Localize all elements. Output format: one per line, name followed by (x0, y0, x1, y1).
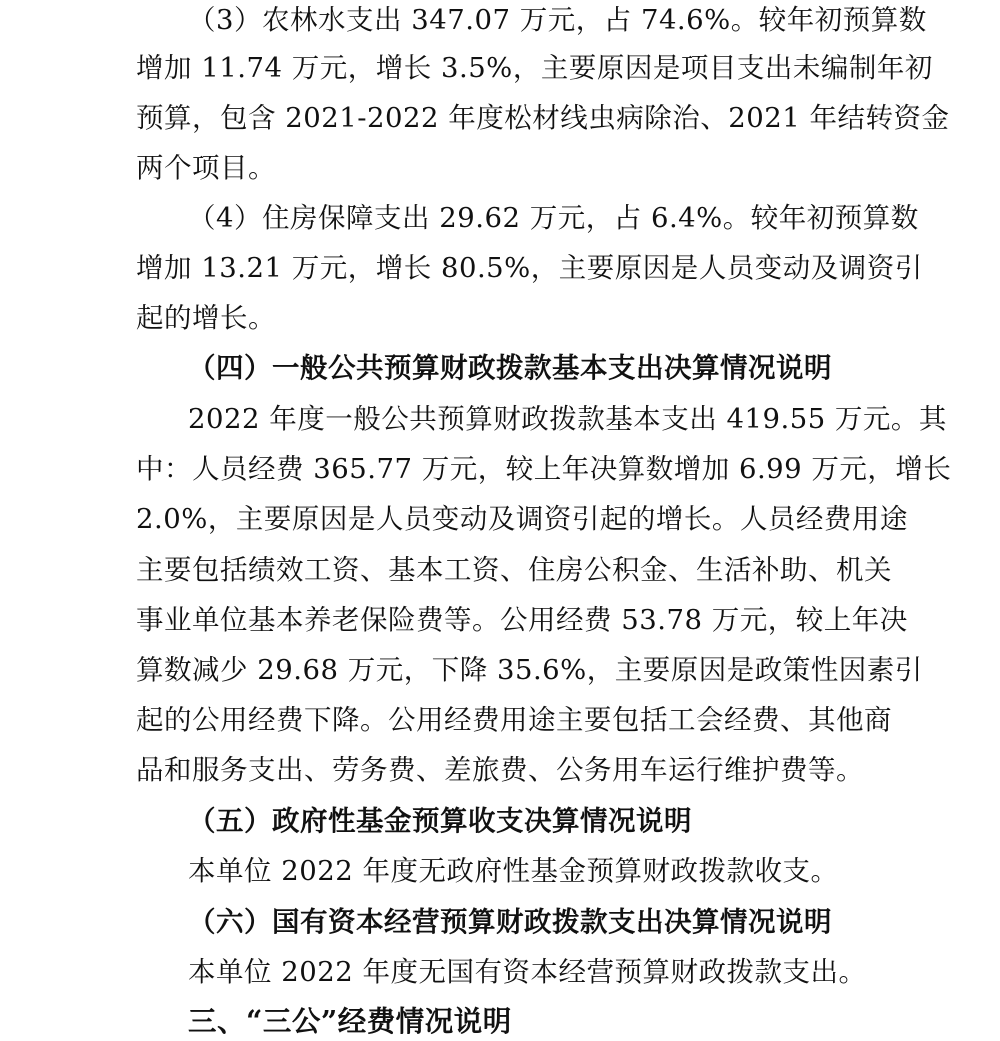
text-line-11: 2.0%，主要原因是人员变动及调资引起的增长。人员经费用途 (136, 503, 908, 535)
text-line-2: 增加 11.74 万元，增长 3.5%，主要原因是项目支出未编制年初 (136, 52, 933, 84)
text-line-10: 中：人员经费 365.77 万元，较上年决算数增加 6.99 万元，增长 (136, 453, 952, 485)
text-line-4: 两个项目。 (136, 152, 276, 184)
chapter-heading-3: 三、“三公”经费情况说明 (188, 1004, 512, 1038)
text-line-7: 起的增长。 (136, 302, 276, 334)
text-line-14: 算数减少 29.68 万元，下降 35.6%，主要原因是政策性因素引 (136, 654, 923, 686)
text-line-20: 本单位 2022 年度无国有资本经营预算财政拨款支出。 (188, 956, 867, 988)
text-line-15: 起的公用经费下降。公用经费用途主要包括工会经费、其他商 (136, 704, 892, 736)
text-line-12: 主要包括绩效工资、基本工资、住房公积金、生活补助、机关 (136, 554, 892, 586)
text-line-6: 增加 13.21 万元，增长 80.5%，主要原因是人员变动及调资引 (136, 252, 923, 284)
text-line-16: 品和服务支出、劳务费、差旅费、公务用车运行维护费等。 (136, 754, 864, 786)
section-heading-4: （四）一般公共预算财政拨款基本支出决算情况说明 (188, 352, 832, 384)
text-line-13: 事业单位基本养老保险费等。公用经费 53.78 万元，较上年决 (136, 604, 908, 636)
section-heading-5: （五）政府性基金预算收支决算情况说明 (188, 805, 692, 837)
text-line-3: 预算，包含 2021-2022 年度松材线虫病除治、2021 年结转资金 (136, 102, 950, 134)
section-heading-6: （六）国有资本经营预算财政拨款支出决算情况说明 (188, 906, 832, 938)
text-line-9: 2022 年度一般公共预算财政拨款基本支出 419.55 万元。其 (188, 403, 947, 435)
text-line-18: 本单位 2022 年度无政府性基金预算财政拨款收支。 (188, 855, 839, 887)
text-line-1: （3）农林水支出 347.07 万元，占 74.6%。较年初预算数 (188, 4, 927, 36)
text-line-5: （4）住房保障支出 29.62 万元，占 6.4%。较年初预算数 (188, 202, 919, 234)
